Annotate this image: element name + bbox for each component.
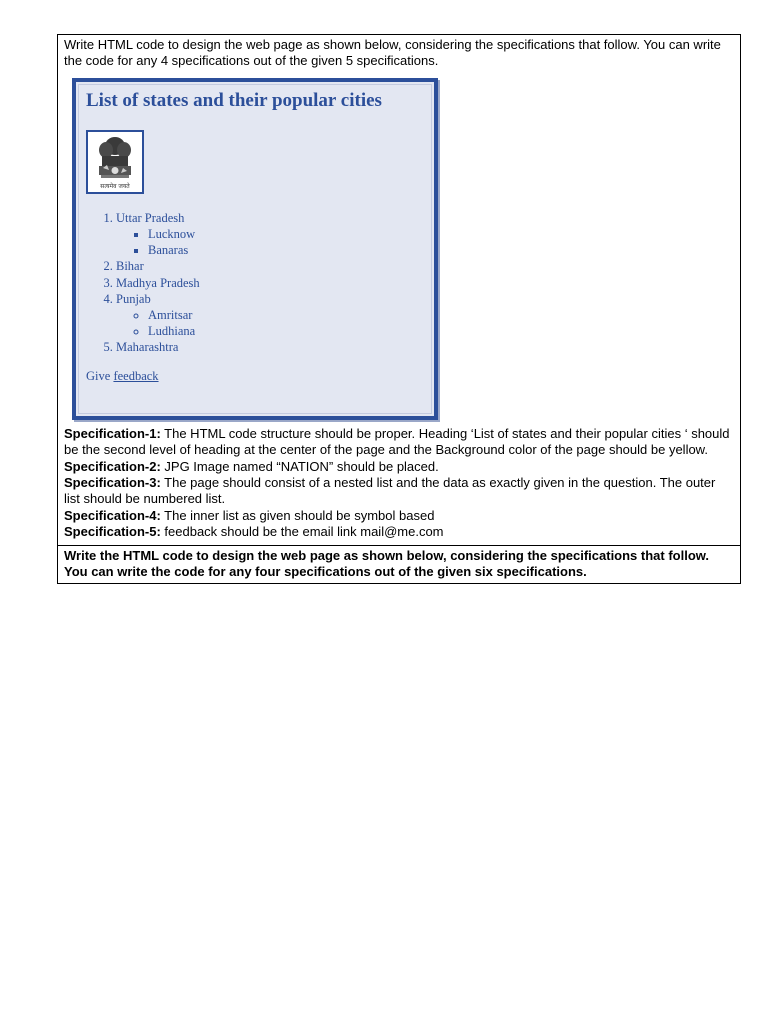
specification-1 <box>64 426 734 459</box>
lion-capital-icon <box>88 132 142 192</box>
state-item <box>116 275 200 291</box>
spec-text: feedback should be the email link mail@me.com <box>160 524 444 540</box>
specification-5 <box>64 524 734 540</box>
emblem-caption: सत्यमेव जयते <box>100 182 130 190</box>
cities-list <box>116 226 200 258</box>
state-item <box>116 258 200 274</box>
city-item: ◦ Ludhiana <box>148 323 200 339</box>
feedback-line <box>86 369 159 384</box>
national-emblem-image <box>86 130 144 194</box>
state-name: Punjab <box>116 291 151 306</box>
spec-text: The page should consist of a nested list and the data as exactly given in the question. The outer list should be numbered list. <box>64 475 716 507</box>
spec-text: JPG Image named “NATION” should be placed. <box>160 458 439 474</box>
spec-label: Specification-3: <box>64 475 161 491</box>
spec-label: Specification-2: <box>64 458 161 474</box>
webpage-screenshot <box>72 78 438 420</box>
spec-text: The HTML code structure should be proper. Heading ‘List of states and their popular cities ‘ should be the second level of heading at the center of the page and the Background color of the page should be yellow. <box>64 425 730 458</box>
spec-text: The inner list as given should be symbol based <box>160 507 435 523</box>
city-item: ◦ Amritsar <box>148 307 200 323</box>
spec-label: Specification-1: <box>64 425 161 441</box>
question-2-cell <box>58 546 740 584</box>
spec-label: Specification-5: <box>64 524 161 540</box>
feedback-link[interactable]: feedback <box>113 368 159 383</box>
state-name: Madhya Pradesh <box>116 275 200 290</box>
state-item <box>116 291 200 340</box>
feedback-prefix: Give <box>86 368 111 383</box>
screenshot-heading: List of states and their popular cities <box>86 89 382 111</box>
spec-label: Specification-4: <box>64 507 161 523</box>
question-2-instruction: Write the HTML code to design the web page as shown below, considering the specifications that follow. You can write the code for any four specifications out of the given six specifications. <box>64 547 710 580</box>
specification-4 <box>64 508 734 524</box>
question-table <box>57 34 741 584</box>
cities-list <box>116 307 200 339</box>
question-1-cell <box>58 35 740 546</box>
state-item <box>116 210 200 259</box>
city-item: ▪ Banaras <box>148 242 200 258</box>
city-item: ▪ Lucknow <box>148 226 200 242</box>
state-name: Maharashtra <box>116 340 179 355</box>
state-name: Bihar <box>116 259 144 274</box>
specification-3 <box>64 475 734 508</box>
states-list <box>86 210 200 356</box>
specification-2 <box>64 459 734 475</box>
state-item <box>116 339 200 355</box>
question-1-instruction: Write HTML code to design the web page as shown below, considering the specifications that follow. You can write the code for any 4 specifications out of the given 5 specifications. <box>64 37 721 69</box>
state-name: Uttar Pradesh <box>116 210 185 225</box>
